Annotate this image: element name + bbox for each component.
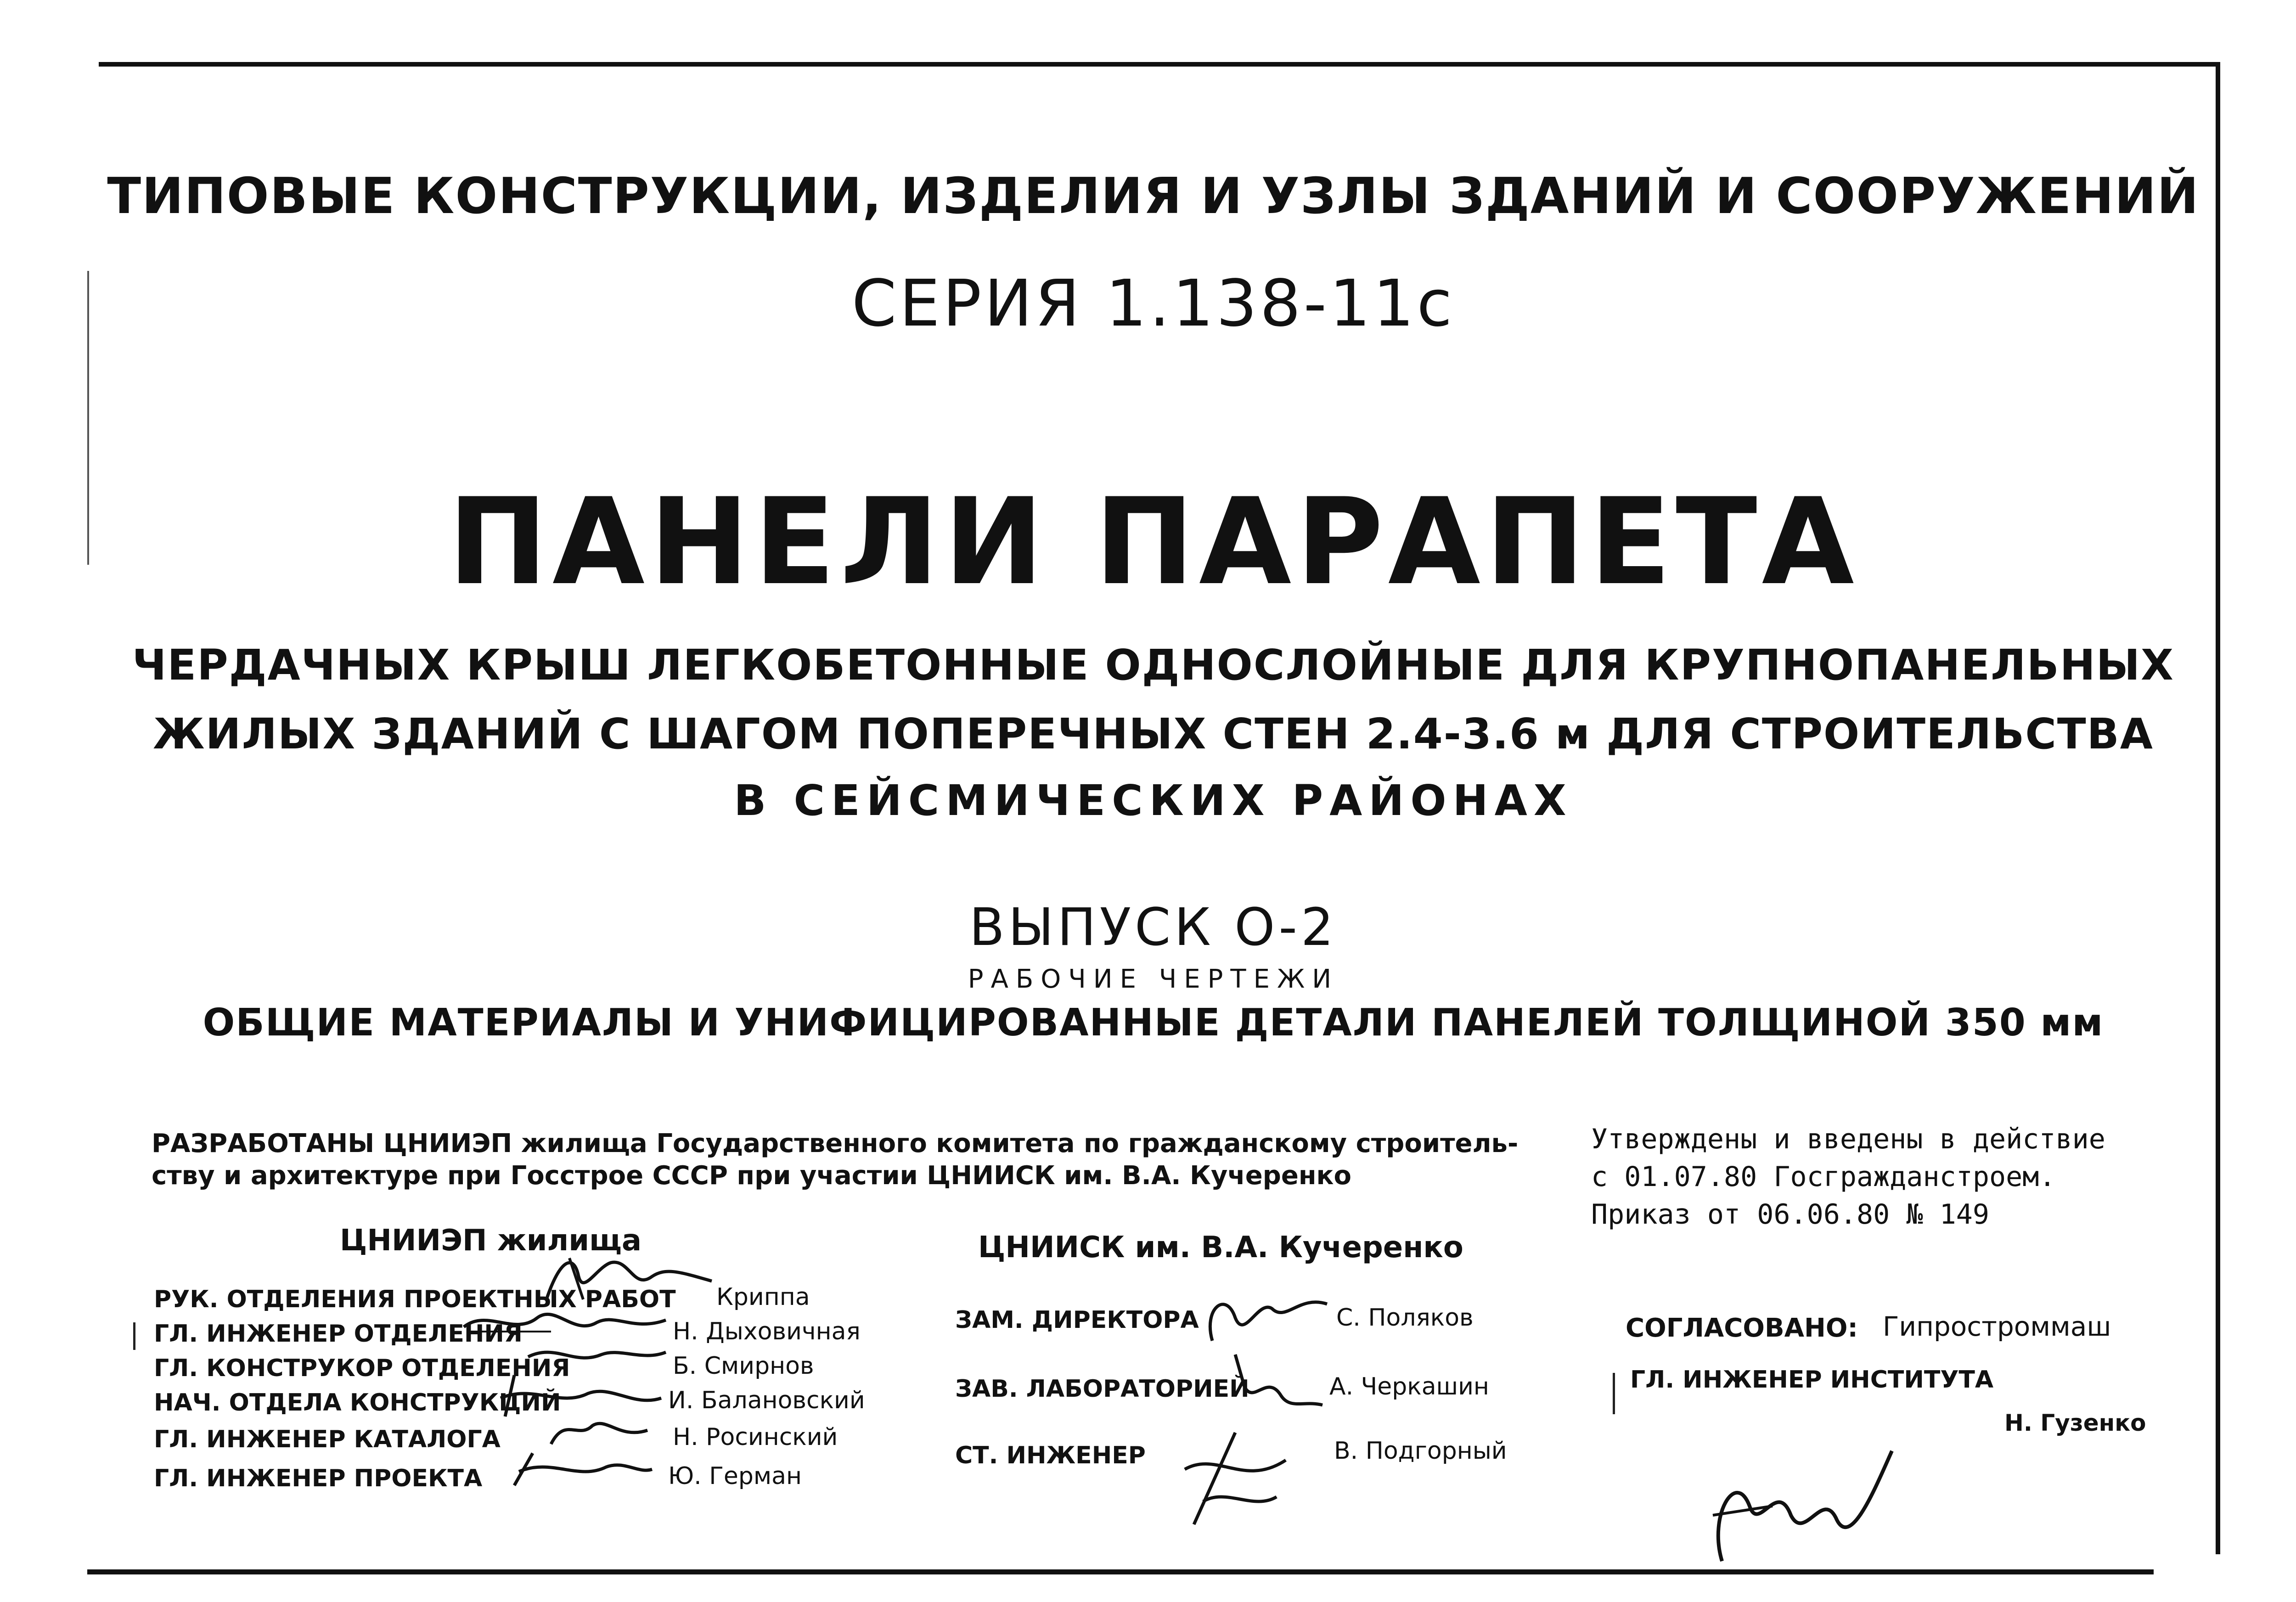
signature-guzenko: [1699, 1423, 1906, 1570]
staff-role: РУК. ОТДЕЛЕНИЯ ПРОЕКТНЫХ РАБОТ: [154, 1286, 676, 1313]
issue-number: ВЫПУСК О-2: [969, 898, 1338, 957]
staff-name: С. Поляков: [1336, 1304, 1474, 1332]
staff-name: Криппа: [716, 1283, 810, 1311]
agreed-organization: Гипростроммаш: [1883, 1311, 2111, 1342]
series-number: СЕРИЯ 1.138-11с: [851, 266, 1455, 341]
staff-role: СТ. ИНЖЕНЕР: [955, 1442, 1146, 1469]
staff-role: ГЛ. ИНЖЕНЕР КАТАЛОГА: [154, 1426, 501, 1453]
staff-name: Н. Росинский: [673, 1423, 838, 1451]
signature-polyakov: [1199, 1281, 1332, 1345]
staff-role: ГЛ. ИНЖЕНЕР ОТДЕЛЕНИЯ: [154, 1320, 523, 1348]
staff-name: Б. Смирнов: [673, 1352, 814, 1380]
agreed-label: СОГЛАСОВАНО:: [1626, 1313, 1858, 1343]
frame-top-line: [99, 62, 2220, 67]
developed-by-line-2: ству и архитектуре при Госстрое СССР при участии ЦНИИСК им. В.А. Кучеренко: [152, 1161, 1351, 1191]
staff-role: ЗАВ. ЛАБОРАТОРИЕЙ: [955, 1375, 1249, 1403]
staff-role: ЗАМ. ДИРЕКТОРА: [955, 1306, 1199, 1334]
staff-role: НАЧ. ОТДЕЛА КОНСТРУКЦИЙ: [154, 1389, 561, 1417]
margin-tick: [133, 1322, 135, 1350]
signature-german: [510, 1449, 657, 1490]
staff-role: ГЛ. ИНЖЕНЕР ПРОЕКТА: [154, 1465, 483, 1492]
staff-name: Ю. Герман: [668, 1462, 802, 1490]
subtitle-line-2: ЖИЛЫХ ЗДАНИЙ С ШАГОМ ПОПЕРЕЧНЫХ СТЕН 2.4-3.6 м ДЛЯ СТРОИТЕЛЬСТВА: [153, 709, 2154, 759]
issue-kind: РАБОЧИЕ ЧЕРТЕЖИ: [968, 964, 1339, 994]
staff-name: В. Подгорный: [1334, 1437, 1507, 1465]
org-left-name: ЦНИИЭП жилища: [340, 1224, 642, 1258]
agreed-role: ГЛ. ИНЖЕНЕР ИНСТИТУТА: [1630, 1366, 1994, 1394]
signature-rosinsky: [546, 1412, 652, 1449]
staff-name: Н. Дыховичная: [673, 1318, 861, 1345]
agreed-name: Н. Гузенко: [2004, 1410, 2146, 1436]
staff-name: А. Черкашин: [1329, 1373, 1489, 1400]
subtitle-line-3: В СЕЙСМИЧЕСКИХ РАЙОНАХ: [734, 776, 1573, 825]
subtitle-line-1: ЧЕРДАЧНЫХ КРЫШ ЛЕГКОБЕТОННЫЕ ОДНОСЛОЙНЫЕ ДЛЯ КРУПНОПАНЕЛЬНЫХ: [132, 641, 2174, 690]
signature-cherkashin: [1226, 1345, 1327, 1419]
document-title: ПАНЕЛИ ПАРАПЕТА: [448, 473, 1859, 612]
issue-contents: ОБЩИЕ МАТЕРИАЛЫ И УНИФИЦИРОВАННЫЕ ДЕТАЛИ ПАНЕЛЕЙ ТОЛЩИНОЙ 350 мм: [203, 1001, 2104, 1045]
signature-smirnov: [523, 1338, 670, 1371]
approval-line-3: Приказ от 06.06.80 № 149: [1591, 1198, 1989, 1231]
developed-by-line-1: РАЗРАБОТАНЫ ЦНИИЭП жилища Государственного комитета по гражданскому строитель-: [152, 1129, 1519, 1158]
staff-name: И. Балановский: [668, 1387, 865, 1414]
approval-line-1: Утверждены и введены в действие: [1591, 1123, 2105, 1155]
margin-tick: [1613, 1373, 1615, 1414]
approval-line-2: с 01.07.80 Госгражданстроем.: [1591, 1161, 2056, 1193]
org-mid-name: ЦНИИСК им. В.А. Кучеренко: [978, 1231, 1463, 1265]
signature-podgorny: [1176, 1423, 1295, 1529]
series-heading: ТИПОВЫЕ КОНСТРУКЦИИ, ИЗДЕЛИЯ И УЗЛЫ ЗДАНИЙ И СООРУЖЕНИЙ: [107, 168, 2200, 225]
staff-role: ГЛ. КОНСТРУКОР ОТДЕЛЕНИЯ: [154, 1355, 570, 1382]
